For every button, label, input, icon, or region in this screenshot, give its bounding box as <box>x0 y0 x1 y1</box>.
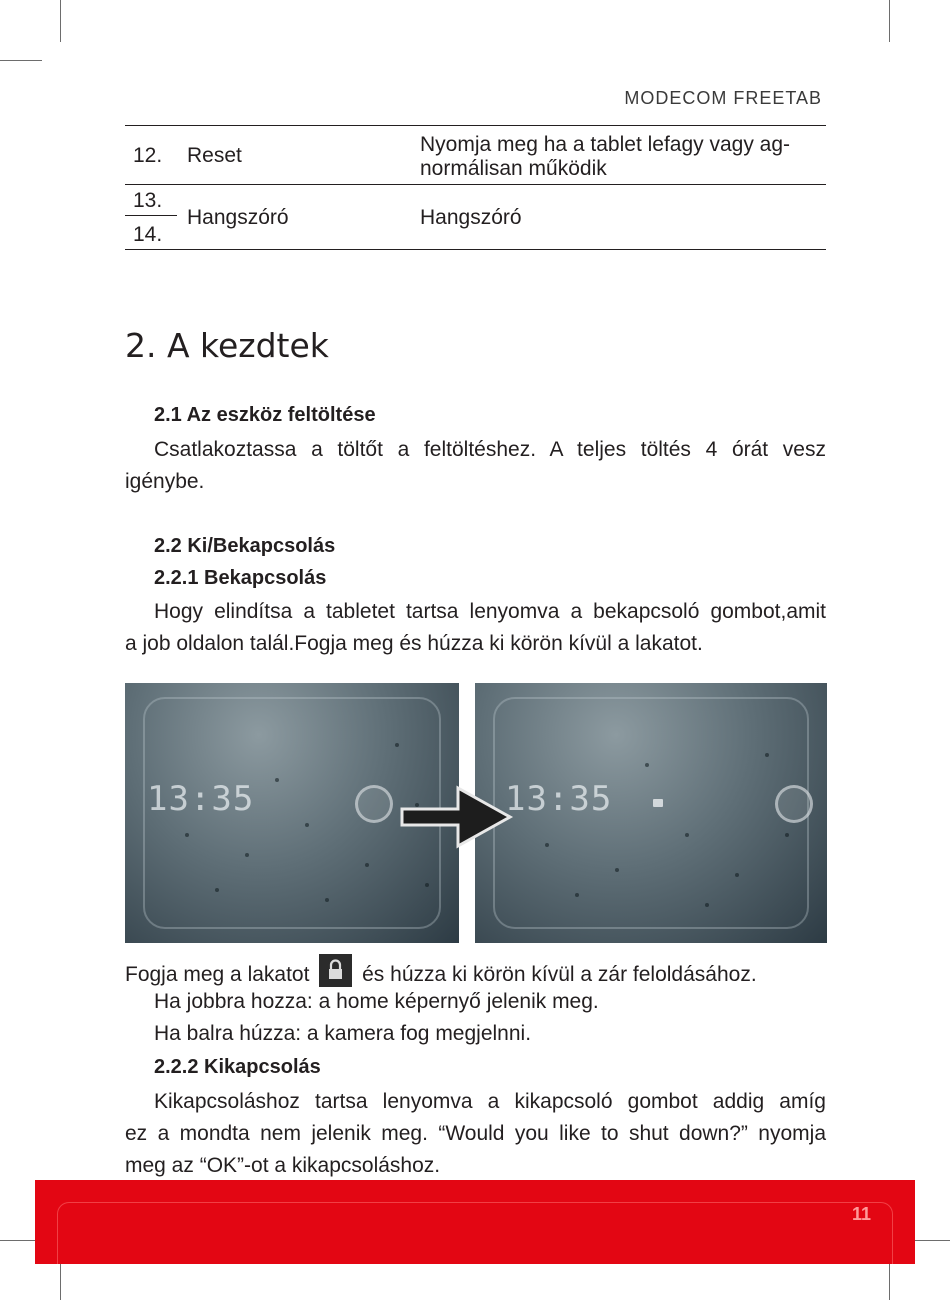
paragraph-line: Csatlakoztassa a töltőt a feltöltéshez. A teljes töltés 4 órát vesz <box>154 438 826 461</box>
raindrop <box>275 778 279 782</box>
raindrop <box>653 799 663 807</box>
raindrop <box>785 833 789 837</box>
raindrop <box>735 873 739 877</box>
raindrop <box>365 863 369 867</box>
heading-2-1: 2.1 Az eszköz feltöltése <box>154 404 376 426</box>
raindrop <box>395 743 399 747</box>
raindrop <box>425 883 429 887</box>
running-header: MODECOM FREETAB <box>624 88 822 108</box>
raindrop <box>305 823 309 827</box>
raindrop <box>545 843 549 847</box>
heading-2-2-2: 2.2.2 Kikapcsolás <box>154 1056 321 1078</box>
paragraph-line: Ha jobbra hozza: a home képernyő jelenik meg. <box>154 990 599 1013</box>
raindrop <box>245 853 249 857</box>
paragraph-line: ez a mondta nem jelenik meg. “Would you like to shut down?” nyomja <box>125 1122 826 1145</box>
heading-2-2: 2.2 Ki/Bekapcsolás <box>154 535 336 557</box>
text-fragment: és húzza ki körön kívül a zár feloldásához. <box>362 963 757 986</box>
heading-2-2-1: 2.2.1 Bekapcsolás <box>154 567 327 589</box>
table-cell-num: 13. <box>133 189 163 212</box>
table-cell-num: 12. <box>133 144 163 167</box>
crop-mark <box>60 0 61 42</box>
raindrop <box>765 753 769 757</box>
table-cell-name: Reset <box>187 144 242 167</box>
table-rule <box>125 125 826 126</box>
clock-text: 13:35 <box>505 779 613 819</box>
paragraph-line: Kikapcsoláshoz tartsa lenyomva a kikapcsoló gombot addig amíg <box>154 1090 826 1113</box>
raindrop <box>575 893 579 897</box>
table-cell-desc: normálisan működik <box>420 157 607 180</box>
table-cell-num: 14. <box>133 223 163 246</box>
crop-mark <box>889 1258 890 1300</box>
raindrop <box>685 833 689 837</box>
raindrop <box>325 898 329 902</box>
table-cell-desc: Hangszóró <box>420 206 522 229</box>
paragraph-line: Ha balra húzza: a kamera fog megjelnni. <box>154 1022 532 1045</box>
lock-ring-icon <box>355 785 393 823</box>
crop-mark <box>0 60 42 61</box>
table-cell-desc: Nyomja meg ha a tablet lefagy vagy ag- <box>420 133 791 156</box>
lock-ring-icon <box>775 785 813 823</box>
page-number: 11 <box>851 1204 871 1224</box>
lock-icon <box>319 954 352 987</box>
raindrop <box>645 763 649 767</box>
crop-mark <box>889 0 890 42</box>
paragraph-line: a job oldalon talál.Fogja meg és húzza ki körön kívül a lakatot. <box>125 632 703 655</box>
raindrop <box>185 833 189 837</box>
text-fragment: Fogja meg a lakatot <box>125 963 310 986</box>
raindrop <box>615 868 619 872</box>
paragraph-line: igénybe. <box>125 470 205 493</box>
lockscreen-image-after <box>475 683 827 943</box>
raindrop <box>705 903 709 907</box>
paragraph-line: Hogy elindítsa a tabletet tartsa lenyomva a bekapcsoló gombot,amit <box>154 600 826 623</box>
clock-text: 13:35 <box>147 779 255 819</box>
table-rule <box>125 249 826 250</box>
paragraph-line: meg az “OK”-ot a kikapcsoláshoz. <box>125 1154 441 1177</box>
section-title: 2. A kezdtek <box>125 326 329 365</box>
arrow-right-icon <box>398 782 518 852</box>
table-rule <box>125 184 826 185</box>
raindrop <box>215 888 219 892</box>
footer-inner-frame <box>57 1202 893 1264</box>
footer-band <box>35 1180 915 1264</box>
table-subrule <box>125 215 177 216</box>
crop-mark <box>60 1258 61 1300</box>
table-cell-name: Hangszóró <box>187 206 289 229</box>
